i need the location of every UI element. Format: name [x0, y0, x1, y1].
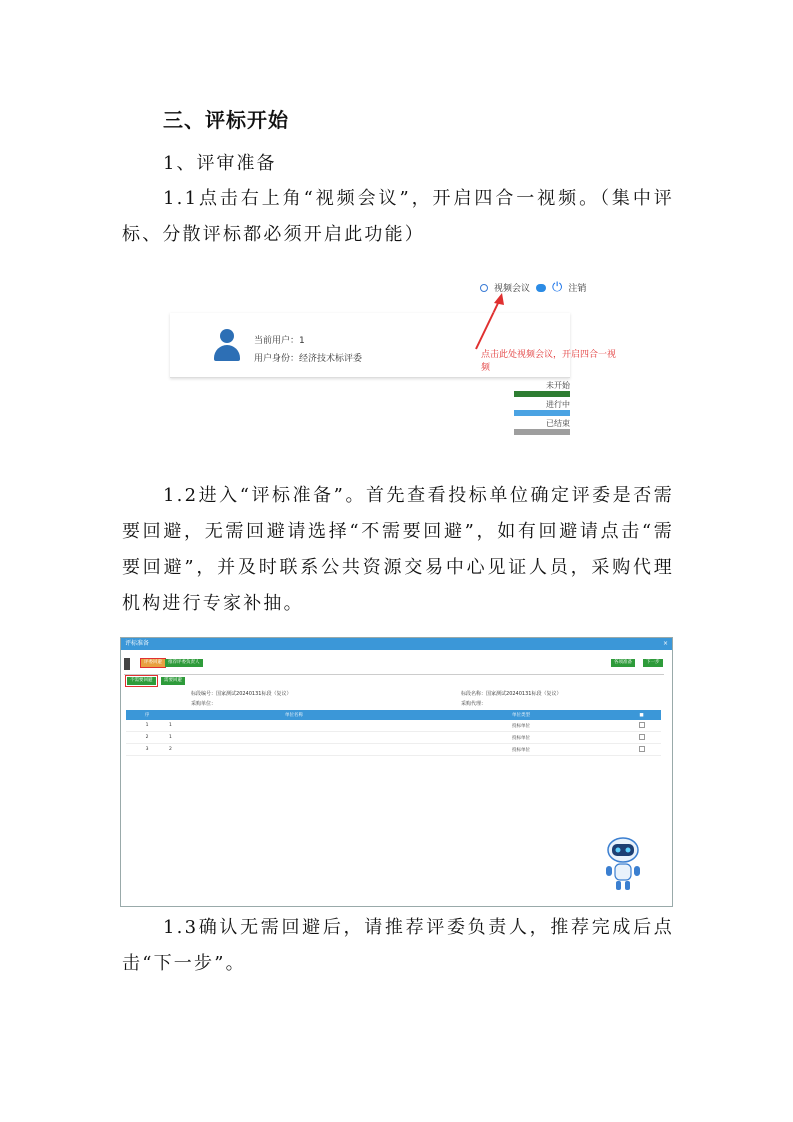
no-avoid-button[interactable]: 不需要回避: [127, 677, 156, 685]
table-row: 2 1 投标单位: [126, 732, 661, 744]
evaluation-prep-screenshot: [120, 637, 673, 907]
project-name-row: 标段名称：国家测试20240131标段（复议）: [461, 691, 562, 697]
status-not-started: 未开始: [546, 381, 570, 390]
project-no-row: 标段编号：国家测试20240131标段（复议）: [191, 691, 292, 697]
subsection-heading: 1、评审准备: [163, 153, 277, 174]
status-ended: 已结束: [546, 419, 570, 428]
status-in-progress: 进行中: [546, 400, 570, 409]
side-toggle-icon[interactable]: [124, 658, 130, 670]
chat-icon[interactable]: [536, 284, 546, 292]
close-icon[interactable]: ×: [662, 640, 668, 647]
window-titlebar: [121, 638, 672, 650]
divider: [124, 674, 664, 675]
purchaser-row: 采购单位：: [191, 701, 217, 707]
user-header-screenshot: [170, 277, 620, 437]
video-meeting-link[interactable]: 视频会议: [494, 284, 531, 294]
avatar: [214, 329, 240, 361]
robot-assistant-icon[interactable]: [603, 836, 643, 894]
current-user-row: 当前用户：1: [254, 336, 305, 346]
next-step-button[interactable]: 下一步: [643, 659, 663, 667]
window-title: 评标准备: [125, 640, 150, 647]
paragraph-1-1: 1.1点击右上角“视频会议”，开启四合一视频。（集中评标、分散评标都必须开启此功能）: [122, 188, 674, 245]
row-checkbox[interactable]: [639, 734, 645, 740]
prepare-button[interactable]: 各项准备: [611, 659, 635, 667]
need-avoid-button[interactable]: 需要回避: [161, 677, 185, 685]
power-icon[interactable]: ⏻: [552, 280, 563, 295]
status-bar-not-started: [514, 391, 570, 397]
logout-link[interactable]: 注销: [568, 284, 587, 294]
paragraph-1-2: 1.2进入“评标准备”。首先查看投标单位确定评委是否需要回避，无需回避请选择“不需要回避”，如有回避请点击“需要回避”，并及时联系公共资源交易中心见证人员，采购代理机构进行专家补抽。: [122, 485, 674, 614]
row-checkbox[interactable]: [639, 722, 645, 728]
agent-row: 采购代理：: [461, 701, 487, 707]
col-type: 单位类型: [420, 710, 622, 720]
row-checkbox[interactable]: [639, 746, 645, 752]
table-row: 1 1 投标单位: [126, 720, 661, 732]
status-bar-in-progress: [514, 410, 570, 416]
section-heading: 三、评标开始: [163, 108, 289, 132]
tab-leader[interactable]: 推荐评委负责人: [165, 659, 203, 667]
annotation-note: 点击此处视频会议，开启四合一视频: [481, 350, 617, 373]
status-bar-ended: [514, 429, 570, 435]
col-name: 单位名称: [168, 710, 420, 720]
tab-avoid[interactable]: 评委回避: [141, 659, 165, 667]
paragraph-1-3: 1.3确认无需回避后，请推荐评委负责人，推荐完成后点击“下一步”。: [122, 917, 674, 974]
col-no: 序: [126, 710, 168, 720]
bidder-table: [126, 710, 661, 756]
identity-row: 用户身份：经济技术标评委: [254, 354, 363, 364]
col-select[interactable]: ■: [622, 710, 661, 720]
table-row: 3 2 投标单位: [126, 744, 661, 756]
